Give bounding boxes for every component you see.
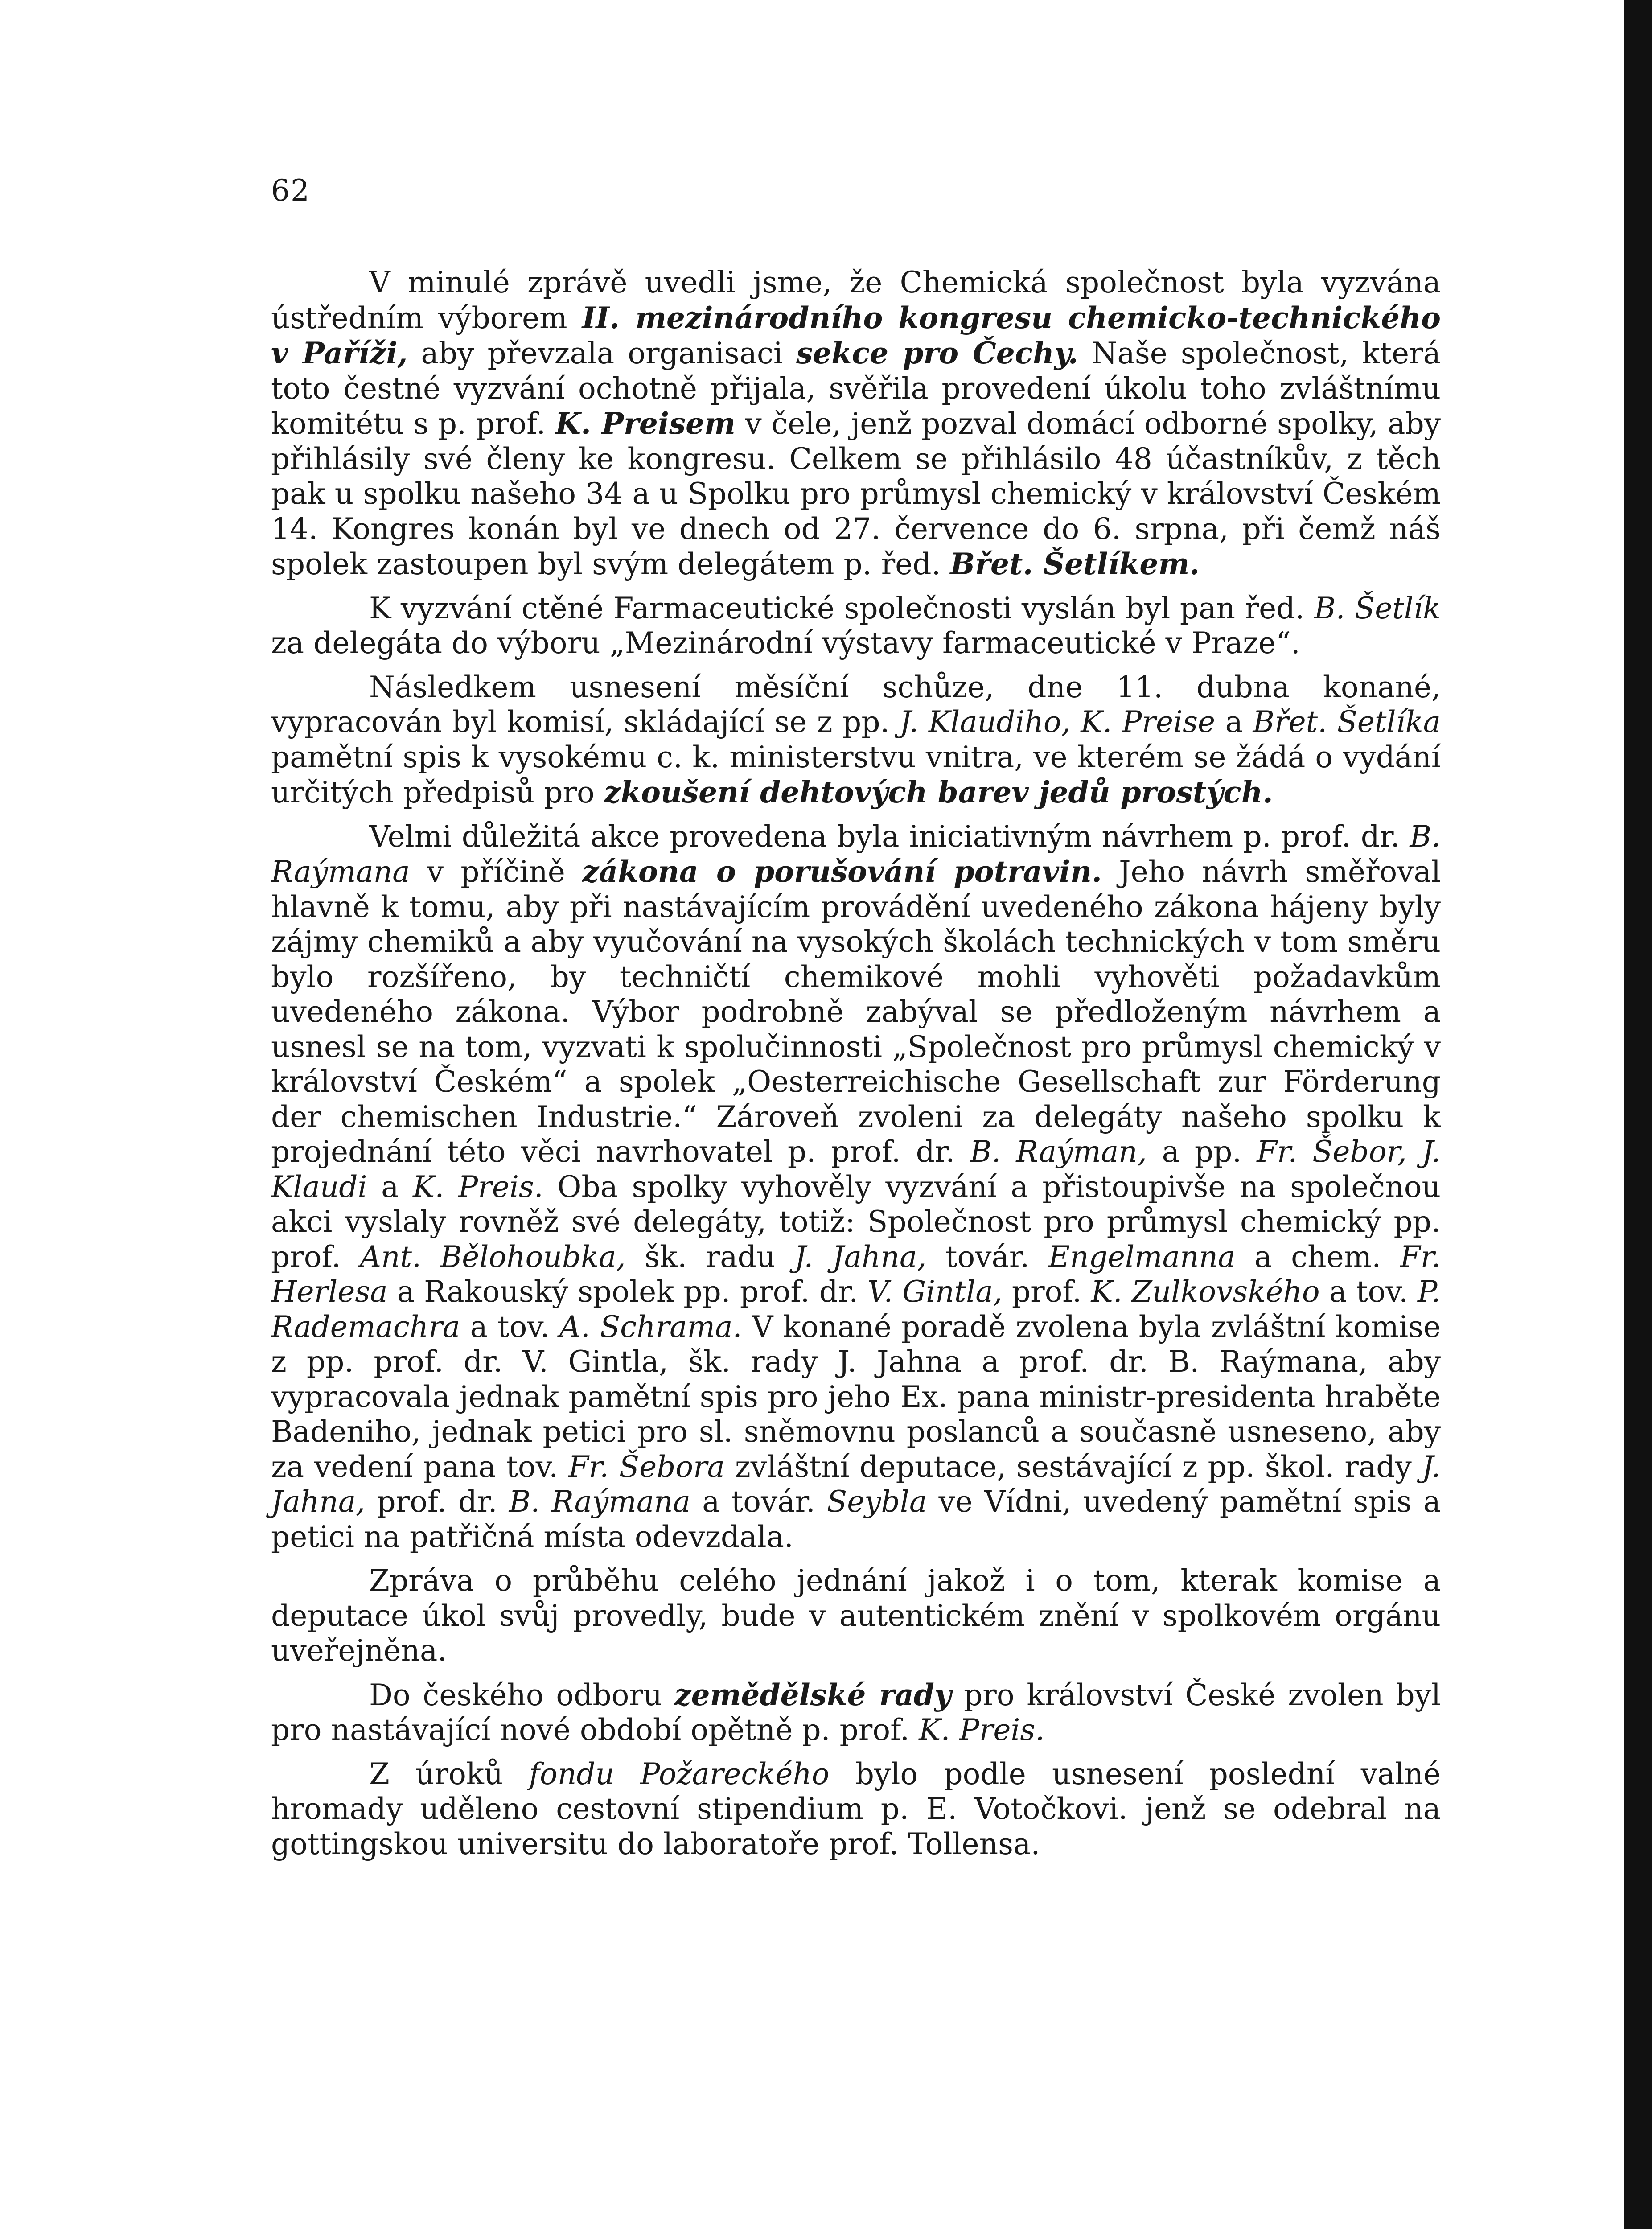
emphasized-text: Břet. Šetlíka — [1253, 705, 1441, 739]
body-text: za delegáta do výboru „Mezinárodní výstavy farmaceutické v Praze“. — [271, 626, 1300, 660]
emphasized-text: zemědělské rady — [674, 1677, 952, 1712]
emphasized-text: B. Raýmana — [271, 819, 1441, 889]
document-body — [271, 265, 1441, 1862]
emphasized-text: K. Preis. — [919, 1713, 1045, 1747]
paragraph-report-publication — [271, 1563, 1441, 1669]
body-text: pamětní spis k vysokému c. k. ministerstvu vnitra, ve kterém se žádá o vydání určitých předpisů pro — [271, 740, 1441, 810]
paragraph-travel-stipend — [271, 1757, 1441, 1862]
body-text: a tov. — [1319, 1275, 1418, 1309]
emphasized-text: Fr. Šebora — [568, 1449, 725, 1484]
body-text: továr. — [926, 1239, 1048, 1274]
paragraph-tar-dyes-memorandum — [271, 670, 1441, 810]
emphasized-text: Ant. Bělohoubka, — [360, 1239, 626, 1274]
emphasized-text: K. Preis. — [413, 1169, 543, 1204]
paragraph-chemical-congress — [271, 265, 1441, 582]
body-text: v příčině — [410, 855, 582, 889]
emphasized-text: B. Raýmana — [509, 1485, 691, 1519]
emphasized-text: fondu Požareckého — [529, 1756, 830, 1791]
emphasized-text: P. Rademachra — [271, 1275, 1441, 1344]
body-text: prof. — [1002, 1275, 1091, 1309]
body-text: a — [1215, 705, 1253, 739]
body-text: V minulé zprávě uvedli jsme, že Chemická společnost byla vyzvána ústředním výborem — [271, 265, 1441, 335]
emphasized-text: B. Šetlík — [1314, 591, 1441, 625]
emphasized-text: K. Zulkovského — [1091, 1275, 1320, 1309]
emphasized-text: Fr. Herlesa — [271, 1239, 1441, 1309]
emphasized-text: Seybla — [827, 1485, 927, 1519]
body-text: V konané poradě zvolena byla zvláštní komise z pp. prof. dr. V. Gintla, šk. rady J. Jahna a prof. dr. B. Raýmana, aby vypracovala jednak pamětní spis pro jeho Ex. pana ministr-presidenta hraběte Badeniho, jednak petici pro sl. sněmovnu poslanců a současně usneseno, aby za vedení pana tov. — [271, 1309, 1441, 1484]
body-text: a chem. — [1235, 1239, 1400, 1274]
body-text: a továr. — [690, 1485, 827, 1519]
body-text: Oba spolky vyhověly vyzvání a přistoupivše na společnou akci vyslaly rovněž své delegáty, totiž: Společnost pro průmysl chemický pp. prof. — [271, 1169, 1441, 1274]
body-text: aby převzala organisaci — [407, 336, 797, 370]
body-text: a Rakouský spolek pp. prof. dr. — [387, 1275, 868, 1309]
emphasized-text: K. Preisem — [555, 406, 736, 441]
body-text: Následkem usnesení měsíční schůze, dne 11. dubna konané, vypracován byl komisí, skládající se z pp. — [271, 670, 1441, 739]
paragraph-agricultural-council — [271, 1678, 1441, 1748]
body-text: zvláštní deputace, sestávající z pp. škol. rady — [725, 1449, 1422, 1484]
body-text: Velmi důležitá akce provedena byla iniciativným návrhem p. prof. dr. — [369, 819, 1410, 854]
body-text: a pp. — [1147, 1135, 1257, 1169]
emphasized-text: Fr. Šebor, J. Klaudi — [271, 1135, 1441, 1204]
emphasized-text: sekce pro Čechy. — [796, 336, 1078, 370]
emphasized-text: Břet. Šetlíkem. — [950, 547, 1200, 581]
emphasized-text: zákona o porušování potravin. — [582, 854, 1102, 889]
body-text: ve Vídni, uvedený pamětní spis a petici na patřičná místa odevzdala. — [271, 1485, 1441, 1554]
paragraph-pharmaceutical-exhibition — [271, 591, 1441, 661]
emphasized-text: zkoušení dehtových barev jedů prostých. — [604, 775, 1273, 810]
body-text: K vyzvání ctěné Farmaceutické společnosti vyslán byl pan řed. — [369, 591, 1314, 625]
emphasized-text: B. Raýman, — [970, 1135, 1147, 1169]
body-text: šk. radu — [625, 1239, 795, 1274]
emphasized-text: A. Schrama. — [559, 1309, 742, 1344]
body-text: v čele, jenž pozval domácí odborné spolky, aby přihlásily své členy ke kongresu. Celkem se přihlásilo 48 účastníkův, z těch pak u spolku našeho 34 a u Spolku pro průmysl chemický v království Českém 14. Kongres konán byl ve dnech od 27. července do 6. srpna, při čemž náš spolek zastoupen byl svým delegátem p. řed. — [271, 407, 1441, 581]
body-text: Do českého odboru — [369, 1678, 675, 1712]
body-text: Zpráva o průběhu celého jednání jakož i o tom, kterak komise a deputace úkol svůj provedly, bude v autentickém znění v spolkovém orgánu uveřejněna. — [271, 1563, 1441, 1668]
page-number: 62 — [271, 173, 310, 208]
body-text: bylo podle usnesení poslední valné hromady uděleno cestovní stipendium p. E. Votočkovi. jenž se odebral na gottingskou universitu do laboratoře prof. Tollensa. — [271, 1756, 1441, 1861]
body-text: Jeho návrh směřoval hlavně k tomu, aby při nastávajícím provádění uvedeného zákona hájeny byly zájmy chemiků a aby vyučování na vysokých školách technických v tom směru bylo rozšířeno, by techničtí chemikové mohli vyhověti požadavkům uvedeného zákona. Výbor podrobně zabýval se předloženým návrhem a usnesl se na tom, vyzvati k spolučinnosti „Společnost pro průmysl chemický v království Českém“ a spolek „Oesterreichische Gesellschaft zur Förderung der chemischen Industrie.“ Zároveň zvoleni za delegáty našeho spolku k projednání této věci navrhovatel p. prof. dr. — [271, 855, 1441, 1169]
body-text: a tov. — [460, 1309, 560, 1344]
body-text: prof. dr. — [365, 1485, 509, 1519]
body-text: Naše společnost, která toto čestné vyzvání ochotně přijala, svěřila provedení úkolu toho zvláštnímu komitétu s p. prof. — [271, 336, 1441, 441]
page-edge-shadow — [1624, 0, 1652, 2229]
emphasized-text: V. Gintla, — [867, 1275, 1003, 1309]
paragraph-food-adulteration-law — [271, 819, 1441, 1555]
body-text: a — [367, 1169, 413, 1204]
emphasized-text: J. Jahna, — [271, 1449, 1441, 1519]
emphasized-text: II. mezinárodního kongresu chemicko-technického v Paříži, — [271, 300, 1441, 370]
body-text: Z úroků — [369, 1756, 529, 1791]
emphasized-text: J. Klaudiho, K. Preise — [900, 705, 1216, 739]
emphasized-text: J. Jahna, — [794, 1239, 927, 1274]
body-text: pro království České zvolen byl pro nastávající nové období opětně p. prof. — [271, 1678, 1441, 1747]
emphasized-text: Engelmanna — [1048, 1239, 1236, 1274]
